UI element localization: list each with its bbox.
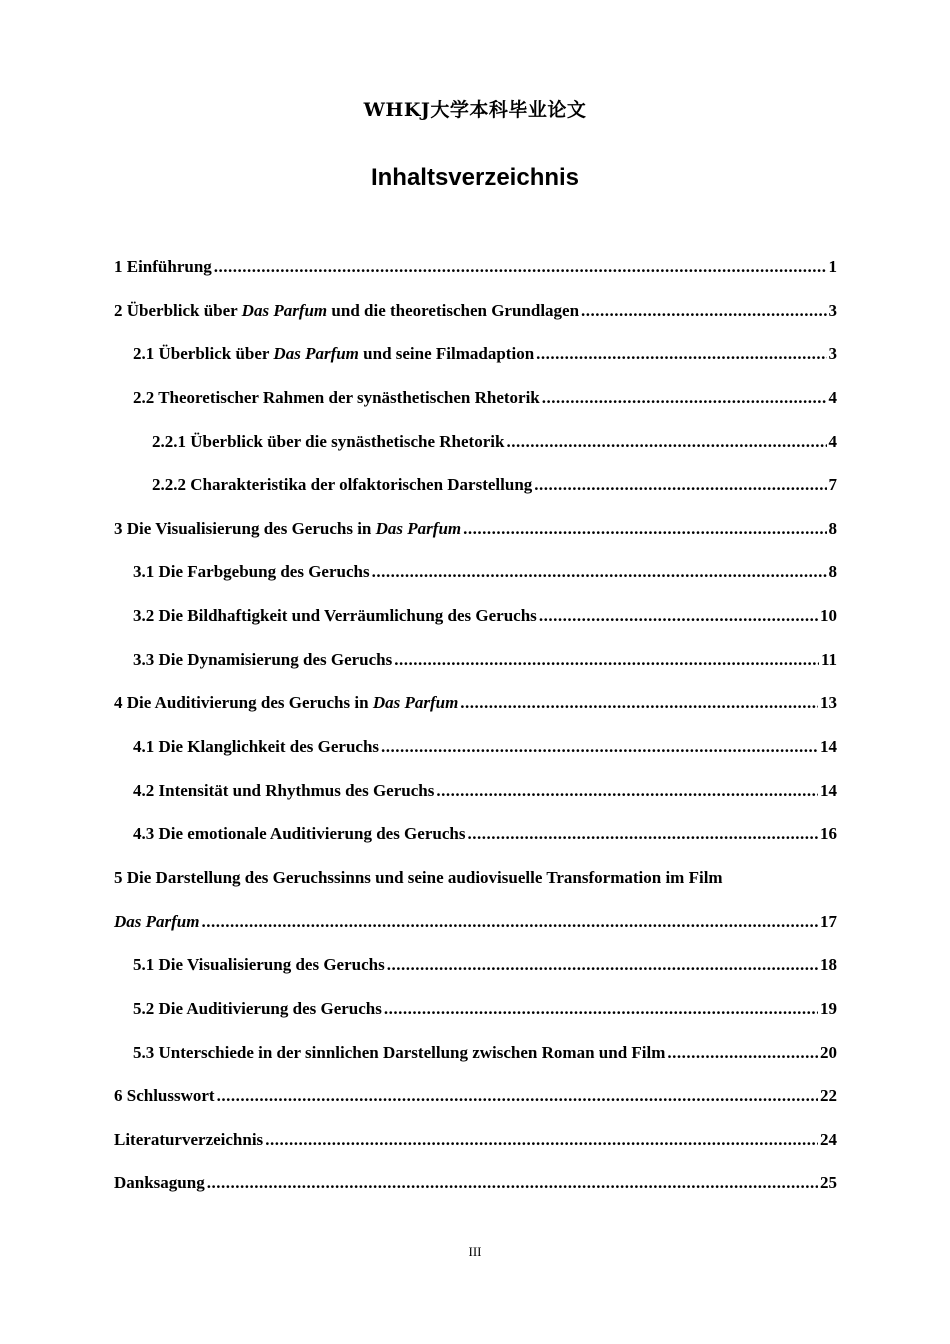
toc-entry[interactable] [114,734,837,778]
toc-entry[interactable] [114,385,837,429]
toc-entry-number: 3.3 [133,649,155,669]
toc-entry-text: Literaturverzeichnis [114,1129,264,1149]
toc-entry-page: 18 [820,955,837,975]
toc-entry-label [133,952,385,978]
toc-entry-text: Die Dynamisierung des Geruchs [158,649,393,669]
dot-leader [436,778,818,804]
toc-entry-page: 1 [828,257,837,276]
toc-entry-label [133,734,379,760]
toc-entry[interactable] [114,1083,837,1127]
toc-entry-italic-title: Das Parfum [241,300,328,320]
toc-entry-number: 2.2 [133,387,155,407]
toc-entry-text-suffix: und die theoretischen Grundlagen [327,300,580,320]
dot-leader [394,647,819,673]
toc-entry-text: Einführung [126,257,212,276]
toc-entry-number: 5.2 [133,998,155,1018]
toc-entry-label [114,1170,205,1196]
toc-entry-text: Die emotionale Auditivierung des Geruchs [158,824,466,844]
toc-entry-number: 1 [114,257,123,276]
toc-entry-page: 25 [820,1173,837,1193]
toc-entry[interactable] [114,1040,837,1084]
toc-entry-label [114,1127,263,1153]
dot-leader [667,1040,818,1066]
toc-entry-page: 7 [828,475,837,495]
toc-entry-number: 2.2.2 [152,475,186,495]
toc-entry-number: 3.2 [133,606,155,626]
toc-entry-number: 5.1 [133,955,155,975]
dot-leader [201,909,818,935]
toc-entry-number: 3.1 [133,562,155,582]
toc-entry-page: 20 [820,1042,837,1062]
dot-leader [217,1083,818,1109]
toc-entry-label [114,254,212,280]
toc-entry-text: Intensität und Rhythmus des Geruchs [158,780,435,800]
toc-entry[interactable] [114,254,837,298]
toc-entry-text-suffix: und seine Filmadaption [358,344,535,364]
toc-entry-page: 3 [828,300,837,320]
toc-entry-label [114,298,579,324]
toc-entry-text: Die Auditivierung des Geruchs [158,998,382,1018]
dot-leader [534,472,826,498]
toc-entry-page: 17 [820,911,837,931]
toc-entry-page: 13 [820,693,837,713]
dot-leader [581,298,826,324]
table-of-contents [114,254,837,1214]
toc-entry-text: Schlusswort [126,1086,215,1106]
dot-leader [387,952,818,978]
toc-entry-number: 4.3 [133,824,155,844]
toc-entry-label [133,559,370,585]
toc-entry-text: Überblick über die synästhetische Rhetorik [190,431,505,451]
toc-entry-page: 11 [820,649,837,669]
toc-entry-label [133,778,434,804]
toc-entry-text: Die Darstellung des Geruchssinns und seine audiovisuelle Transformation im Film [126,867,723,887]
toc-entry[interactable] [114,690,837,734]
toc-entry[interactable] [114,778,837,822]
toc-entry-label [133,341,534,367]
toc-entry-text: Überblick über [158,344,274,364]
dot-leader [460,690,818,716]
toc-entry-label [114,516,461,542]
toc-entry[interactable] [114,865,837,909]
toc-entry-label [152,429,504,455]
toc-entry-page: 24 [820,1129,837,1149]
toc-entry-label [133,1040,665,1066]
toc-entry-italic-title: Das Parfum [114,911,200,931]
dot-leader [384,996,818,1022]
toc-entry-page: 14 [820,737,837,757]
toc-entry-text: Überblick über [126,300,242,320]
toc-entry[interactable] [114,996,837,1040]
toc-entry-number: 3 [114,518,123,538]
toc-entry-label [114,865,723,891]
toc-entry[interactable] [114,472,837,516]
toc-entry-text: Die Visualisierung des Geruchs [158,955,385,975]
toc-entry-label [133,996,382,1022]
toc-entry-label [133,385,540,411]
toc-entry[interactable] [114,298,837,342]
toc-entry-number: 2 [114,300,123,320]
toc-entry-number: 4.2 [133,780,155,800]
toc-entry[interactable] [114,603,837,647]
toc-entry[interactable] [114,821,837,865]
toc-entry-number: 4 [114,693,123,713]
toc-entry-text: Theoretischer Rahmen der synästhetischen Rhetorik [158,387,540,407]
toc-entry-page: 10 [820,606,837,626]
document-header: WHKJ大学本科毕业论文 [363,99,587,121]
toc-entry-label [114,1083,215,1109]
toc-entry[interactable] [114,429,837,473]
toc-entry[interactable] [114,516,837,560]
toc-entry-text: Charakteristika der olfaktorischen Darstellung [190,475,533,495]
toc-entry-label [133,821,465,847]
toc-entry-page: 16 [820,824,837,844]
toc-entry-label [133,603,537,629]
toc-entry-number: 5.3 [133,1042,155,1062]
page-number: III [468,1244,482,1259]
toc-entry-label [114,909,199,935]
toc-entry-text: Die Klanglichkeit des Geruchs [158,737,380,757]
toc-entry-label [152,472,532,498]
toc-entry-text: Danksagung [114,1173,205,1193]
page-title: Inhaltsverzeichnis [370,164,580,191]
toc-entry[interactable] [114,1170,837,1214]
dot-leader [539,603,818,629]
toc-entry-text: Die Visualisierung des Geruchs in [126,518,376,538]
toc-entry-page: 3 [828,344,837,364]
dot-leader [536,341,826,367]
toc-entry-number: 6 [114,1086,123,1106]
toc-entry-number: 2.1 [133,344,155,364]
toc-entry-number: 2.2.1 [152,431,186,451]
toc-entry-label [133,647,392,673]
dot-leader [463,516,826,542]
toc-entry-text: Unterschiede in der sinnlichen Darstellung zwischen Roman und Film [158,1042,666,1062]
toc-entry[interactable] [114,952,837,996]
dot-leader [542,385,827,411]
toc-entry[interactable] [114,341,837,385]
dot-leader [265,1127,818,1153]
toc-entry-italic-title: Das Parfum [375,518,462,538]
dot-leader [372,559,827,585]
dot-leader [506,429,826,455]
toc-entry-page: 8 [828,562,837,582]
toc-entry-text: Die Bildhaftigkeit und Verräumlichung des Geruchs [158,606,537,626]
toc-entry-text: Die Farbgebung des Geruchs [158,562,370,582]
toc-entry-italic-title: Das Parfum [372,693,459,713]
toc-entry[interactable] [114,1127,837,1171]
dot-leader [467,821,818,847]
toc-entry-number: 5 [114,867,123,887]
toc-entry-page: 22 [820,1086,837,1106]
toc-entry-label [114,690,458,716]
toc-entry-page: 14 [820,780,837,800]
toc-entry-page: 4 [828,431,837,451]
dot-leader [381,734,818,760]
toc-entry[interactable] [114,647,837,691]
toc-entry-number: 4.1 [133,737,155,757]
toc-entry-page: 19 [820,998,837,1018]
toc-entry[interactable] [114,559,837,603]
toc-entry-text: Die Auditivierung des Geruchs in [126,693,373,713]
toc-entry-page: 4 [828,387,837,407]
toc-entry-italic-title: Das Parfum [273,344,359,364]
toc-entry[interactable] [114,909,837,953]
toc-entry-page: 8 [828,518,837,538]
dot-leader [207,1170,818,1196]
dot-leader [214,254,827,280]
